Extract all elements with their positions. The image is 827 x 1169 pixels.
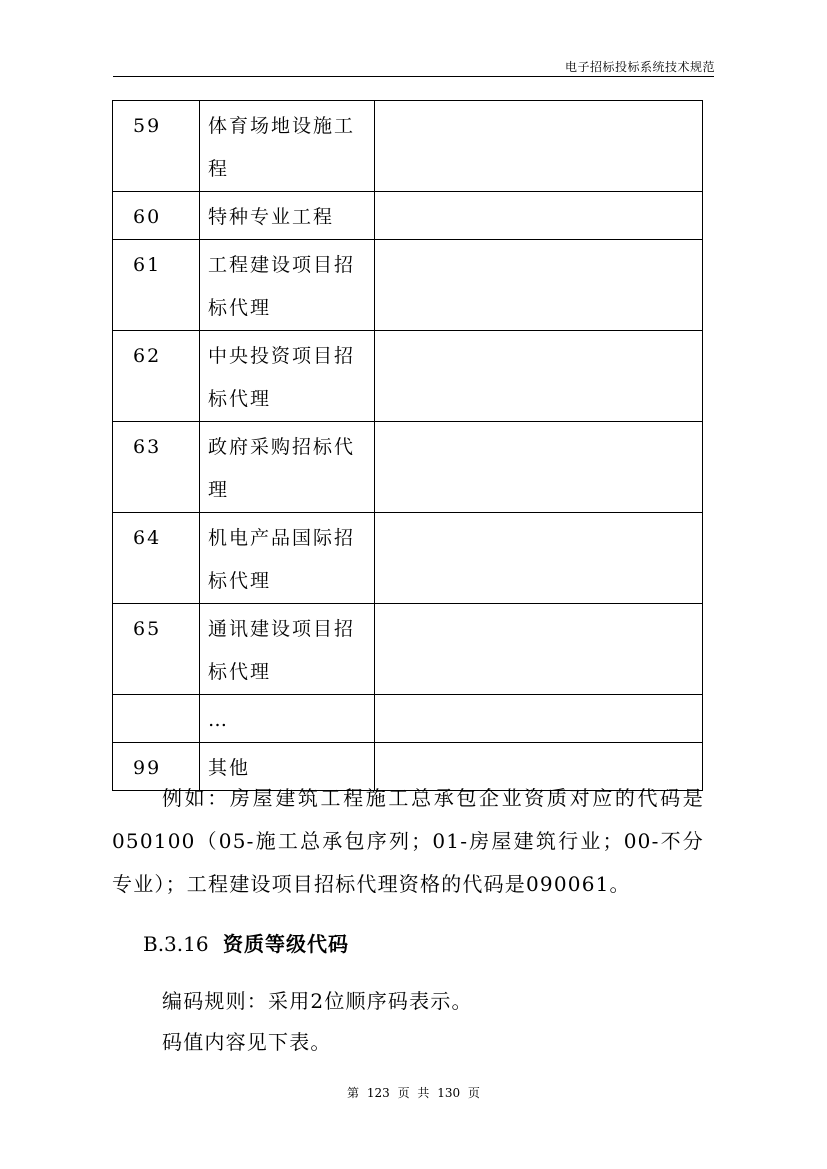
qualification-code-table — [112, 100, 703, 791]
table-row — [113, 513, 703, 604]
code-cell: 63 — [113, 422, 200, 513]
section-title: 资质等级代码 — [222, 932, 349, 956]
name-cell: 中央投资项目招标代理 — [200, 331, 375, 422]
name-cell: 机电产品国际招标代理 — [200, 513, 375, 604]
code-cell: 65 — [113, 604, 200, 695]
code-cell: 64 — [113, 513, 200, 604]
header-divider — [113, 76, 714, 77]
code-cell: 59 — [113, 101, 200, 192]
table-row — [113, 422, 703, 513]
code-cell — [113, 695, 200, 743]
table-row — [113, 604, 703, 695]
note-cell — [375, 101, 703, 192]
code-table-body — [113, 101, 703, 791]
note-cell — [375, 240, 703, 331]
section-heading — [143, 928, 349, 957]
name-cell: 特种专业工程 — [200, 192, 375, 240]
name-cell: 工程建设项目招标代理 — [200, 240, 375, 331]
table-row — [113, 695, 703, 743]
code-values-text: 码值内容见下表。 — [162, 1030, 332, 1054]
page-footer: 第 123 页 共 130 页 — [347, 1086, 480, 1100]
note-cell — [375, 695, 703, 743]
table-row — [113, 331, 703, 422]
encoding-rule-text: 编码规则：采用2位顺序码表示。 — [162, 989, 473, 1013]
name-cell: 体育场地设施工程 — [200, 101, 375, 192]
name-cell: 通讯建设项目招标代理 — [200, 604, 375, 695]
note-cell — [375, 513, 703, 604]
code-cell: 62 — [113, 331, 200, 422]
note-cell — [375, 192, 703, 240]
table-row — [113, 240, 703, 331]
table-row — [113, 101, 703, 192]
code-cell: 60 — [113, 192, 200, 240]
section-number: B.3.16 — [143, 932, 209, 956]
code-cell: 99 — [113, 743, 200, 791]
note-cell — [375, 331, 703, 422]
example-paragraph: 例如：房屋建筑工程施工总承包企业资质对应的代码是050100（05-施工总承包序列；01-房屋建筑行业；00-不分专业）；工程建设项目招标代理资格的代码是090061。 — [112, 786, 704, 896]
document-header-title: 电子招标投标系统技术规范 — [564, 60, 715, 74]
name-cell: … — [200, 695, 375, 743]
name-cell: 其他 — [200, 743, 375, 791]
table-row — [113, 192, 703, 240]
name-cell: 政府采购招标代理 — [200, 422, 375, 513]
note-cell — [375, 422, 703, 513]
code-cell: 61 — [113, 240, 200, 331]
note-cell — [375, 604, 703, 695]
